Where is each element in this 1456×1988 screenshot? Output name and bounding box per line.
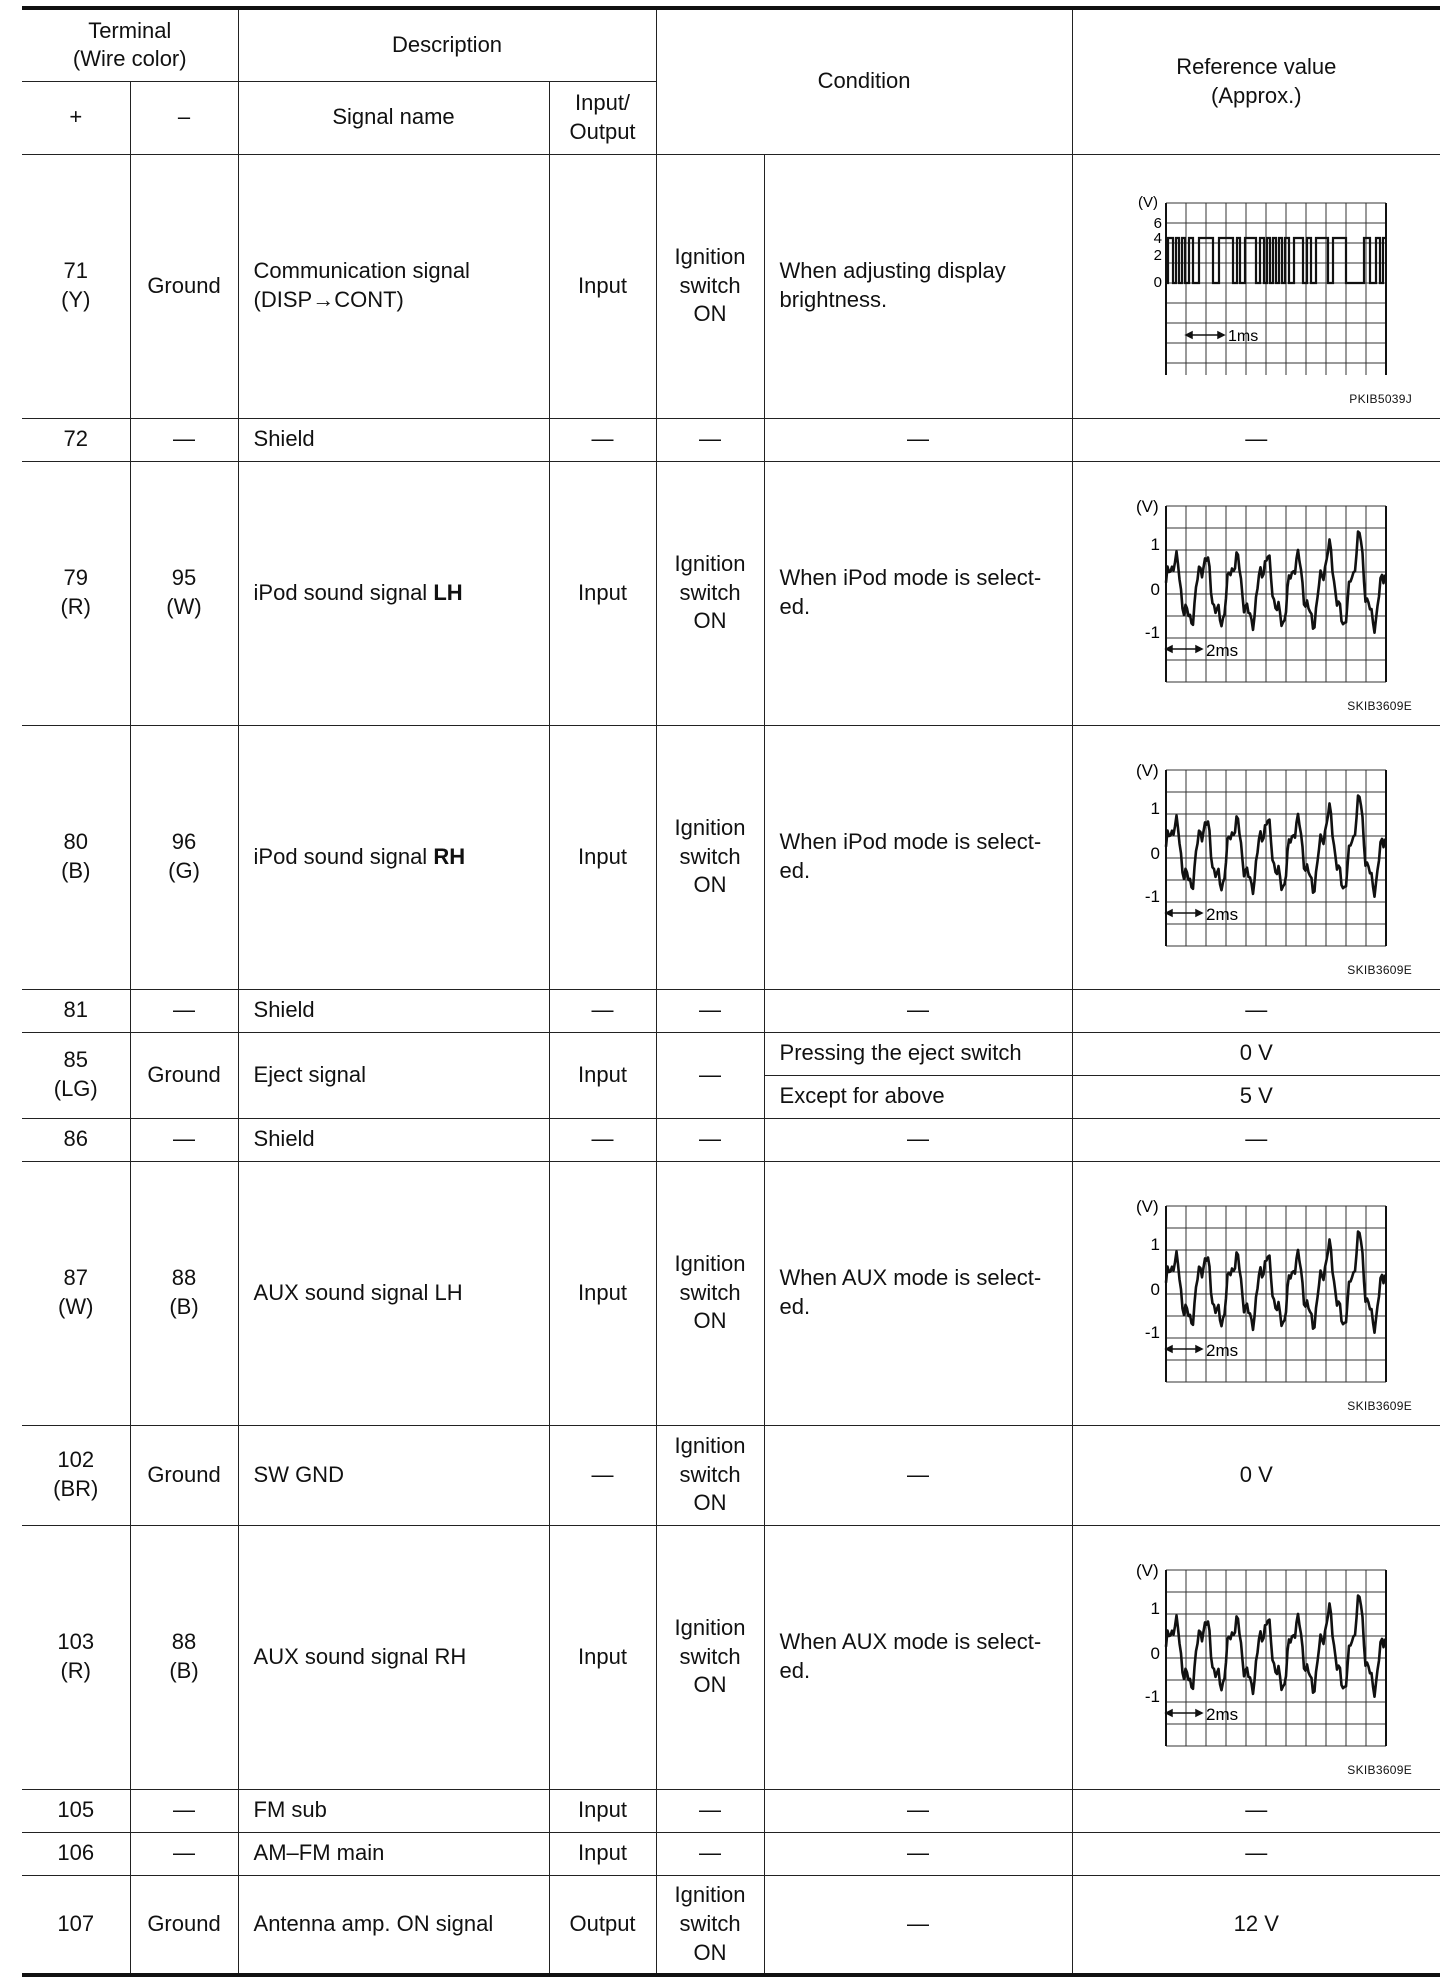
reference-value: 0 V: [1072, 1032, 1440, 1075]
waveform-tick-label: 4: [1153, 230, 1163, 247]
waveform-trace: [1166, 1596, 1385, 1697]
terminal-minus: —: [130, 418, 238, 461]
signal-name: Eject signal: [238, 1032, 549, 1118]
input-output: Output: [549, 1875, 656, 1975]
header-reference-value: Reference value (Approx.): [1072, 8, 1440, 154]
reference-waveform: [1072, 1525, 1440, 1789]
signal-name-text: iPod sound signal: [253, 843, 434, 869]
condition-state: Ignition switch ON: [656, 1525, 764, 1789]
signal-name: [238, 725, 549, 989]
waveform-tick-label: 0: [1150, 1644, 1161, 1663]
signal-name: AM–FM main: [238, 1832, 549, 1875]
waveform-tick-label: 6: [1153, 215, 1163, 232]
signal-name: Shield: [238, 989, 549, 1032]
time-span-arrow: [1166, 1710, 1202, 1716]
condition-state: —: [656, 989, 764, 1032]
terminal-plus: 85 (LG): [22, 1032, 130, 1118]
condition-state: —: [656, 1118, 764, 1161]
table-row: [22, 1032, 1440, 1075]
audio-waveform-figure: [1106, 762, 1406, 952]
signal-name: Antenna amp. ON signal: [238, 1875, 549, 1975]
waveform-time-label: 2ms: [1206, 905, 1239, 924]
condition-state: Ignition switch ON: [656, 1161, 764, 1425]
reference-waveform: [1072, 725, 1440, 989]
condition: —: [764, 989, 1072, 1032]
input-output: Input: [549, 1789, 656, 1832]
header-input-output: Input/ Output: [549, 81, 656, 154]
waveform-unit-label: (V): [1136, 498, 1159, 516]
condition-state: —: [656, 418, 764, 461]
terminal-plus: 103 (R): [22, 1525, 130, 1789]
audio-waveform-figure: [1106, 1562, 1406, 1752]
input-output: Input: [549, 1832, 656, 1875]
waveform-unit-label: (V): [1136, 762, 1159, 780]
signal-name: Communication signal (DISP→CONT): [238, 154, 549, 418]
terminal-plus: 71 (Y): [22, 154, 130, 418]
waveform-tick-label: 0: [1150, 1280, 1161, 1299]
terminal-minus: —: [130, 1789, 238, 1832]
waveform-tick-label: 2: [1153, 247, 1163, 264]
figure-code: PKIB5039J: [1349, 391, 1413, 406]
terminal-plus: 105: [22, 1789, 130, 1832]
condition: —: [764, 1789, 1072, 1832]
reference-value: —: [1072, 1789, 1440, 1832]
input-output: Input: [549, 1032, 656, 1118]
waveform-tick-label: 1: [1150, 1599, 1161, 1618]
waveform-unit-label: (V): [1138, 194, 1159, 211]
signal-name: AUX sound signal RH: [238, 1525, 549, 1789]
condition-state: Ignition switch ON: [656, 725, 764, 989]
reference-waveform: [1072, 1161, 1440, 1425]
time-span-arrow: [1166, 1346, 1202, 1352]
table-row: [22, 1425, 1440, 1525]
waveform-time-label: 2ms: [1206, 1705, 1239, 1724]
waveform-tick-label: -1: [1145, 1323, 1161, 1342]
waveform-unit-label: (V): [1136, 1562, 1159, 1580]
reference-value: —: [1072, 1118, 1440, 1161]
condition: Pressing the eject switch: [764, 1032, 1072, 1075]
waveform-tick-label: -1: [1145, 1687, 1161, 1706]
waveform-trace: [1166, 532, 1385, 633]
terminal-minus: 88 (B): [130, 1161, 238, 1425]
terminal-minus: —: [130, 989, 238, 1032]
time-span-arrow: [1166, 910, 1202, 916]
input-output: Input: [549, 1161, 656, 1425]
input-output: —: [549, 1425, 656, 1525]
table-row: [22, 418, 1440, 461]
table-row: [22, 1525, 1440, 1789]
terminal-plus: 87 (W): [22, 1161, 130, 1425]
signal-name: Shield: [238, 418, 549, 461]
terminal-plus: 106: [22, 1832, 130, 1875]
signal-name: SW GND: [238, 1425, 549, 1525]
table-row: [22, 461, 1440, 725]
reference-value: —: [1072, 418, 1440, 461]
condition: When iPod mode is select- ed.: [764, 725, 1072, 989]
terminal-minus: Ground: [130, 154, 238, 418]
waveform-time-label: 2ms: [1206, 641, 1239, 660]
terminal-plus: 81: [22, 989, 130, 1032]
reference-waveform: [1072, 154, 1440, 418]
terminal-reference-table-sheet: [22, 6, 1440, 1977]
condition-state: —: [656, 1832, 764, 1875]
waveform-tick-label: -1: [1145, 887, 1161, 906]
input-output: —: [549, 418, 656, 461]
condition: —: [764, 1832, 1072, 1875]
input-output: Input: [549, 154, 656, 418]
waveform-tick-label: 1: [1150, 535, 1161, 554]
waveform-trace: [1166, 796, 1385, 897]
condition-state: Ignition switch ON: [656, 461, 764, 725]
terminal-reference-table: [22, 6, 1440, 1977]
audio-waveform-figure: [1106, 498, 1406, 688]
signal-name: [238, 461, 549, 725]
terminal-plus: 80 (B): [22, 725, 130, 989]
figure-code: SKIB3609E: [1347, 698, 1413, 713]
signal-name-side: LH: [433, 579, 463, 605]
terminal-minus: 88 (B): [130, 1525, 238, 1789]
condition-state: Ignition switch ON: [656, 154, 764, 418]
table-row: [22, 989, 1440, 1032]
waveform-unit-label: (V): [1136, 1198, 1159, 1216]
header-minus: –: [130, 81, 238, 154]
condition: When AUX mode is select- ed.: [764, 1525, 1072, 1789]
waveform-tick-label: 1: [1150, 1235, 1161, 1254]
signal-name-text: iPod sound signal: [253, 579, 434, 605]
reference-value: 12 V: [1072, 1875, 1440, 1975]
table-row: [22, 1161, 1440, 1425]
figure-code: SKIB3609E: [1347, 962, 1413, 977]
table-row: [22, 1118, 1440, 1161]
terminal-minus: 95 (W): [130, 461, 238, 725]
terminal-plus: 86: [22, 1118, 130, 1161]
waveform-time-label: 1ms: [1228, 328, 1259, 345]
header-condition: Condition: [656, 8, 1072, 154]
figure-code: SKIB3609E: [1347, 1762, 1413, 1777]
signal-name: AUX sound signal LH: [238, 1161, 549, 1425]
table-row: [22, 1875, 1440, 1975]
table-row: [22, 725, 1440, 989]
time-span-arrow: [1166, 646, 1202, 652]
table-row: [22, 154, 1440, 418]
condition-state: —: [656, 1789, 764, 1832]
condition: —: [764, 418, 1072, 461]
input-output: Input: [549, 1525, 656, 1789]
waveform-time-label: 2ms: [1206, 1341, 1239, 1360]
input-output: Input: [549, 461, 656, 725]
header-signal-name: Signal name: [238, 81, 549, 154]
condition-state: —: [656, 1032, 764, 1118]
waveform-tick-label: 0: [1150, 580, 1161, 599]
signal-name: FM sub: [238, 1789, 549, 1832]
table-row: [22, 1789, 1440, 1832]
condition-state: Ignition switch ON: [656, 1875, 764, 1975]
terminal-plus: 107: [22, 1875, 130, 1975]
waveform-tick-label: 0: [1153, 274, 1163, 291]
terminal-minus: Ground: [130, 1032, 238, 1118]
waveform-tick-label: 1: [1150, 799, 1161, 818]
condition: —: [764, 1875, 1072, 1975]
waveform-tick-label: -1: [1145, 623, 1161, 642]
condition: When iPod mode is select- ed.: [764, 461, 1072, 725]
audio-waveform-figure: [1106, 1198, 1406, 1388]
waveform-trace: [1166, 1232, 1385, 1333]
signal-name-side: RH: [433, 843, 466, 869]
figure-code: SKIB3609E: [1347, 1398, 1413, 1413]
reference-value: 0 V: [1072, 1425, 1440, 1525]
reference-waveform: [1072, 461, 1440, 725]
table-row: [22, 1832, 1440, 1875]
waveform-tick-label: 0: [1150, 844, 1161, 863]
reference-value: —: [1072, 1832, 1440, 1875]
header-description: Description: [238, 8, 656, 81]
reference-value: —: [1072, 989, 1440, 1032]
terminal-minus: Ground: [130, 1425, 238, 1525]
signal-name: Shield: [238, 1118, 549, 1161]
condition: —: [764, 1425, 1072, 1525]
terminal-plus: 72: [22, 418, 130, 461]
condition: When adjusting display brightness.: [764, 154, 1072, 418]
condition: Except for above: [764, 1075, 1072, 1118]
header-terminal: Terminal (Wire color): [22, 8, 238, 81]
input-output: Input: [549, 725, 656, 989]
terminal-minus: —: [130, 1118, 238, 1161]
header-plus: +: [22, 81, 130, 154]
terminal-minus: —: [130, 1832, 238, 1875]
reference-value: 5 V: [1072, 1075, 1440, 1118]
input-output: —: [549, 1118, 656, 1161]
terminal-minus: 96 (G): [130, 725, 238, 989]
terminal-minus: Ground: [130, 1875, 238, 1975]
condition: —: [764, 1118, 1072, 1161]
input-output: —: [549, 989, 656, 1032]
terminal-plus: 79 (R): [22, 461, 130, 725]
square-waveform-figure: [1106, 191, 1406, 381]
terminal-plus: 102 (BR): [22, 1425, 130, 1525]
condition: When AUX mode is select- ed.: [764, 1161, 1072, 1425]
condition-state: Ignition switch ON: [656, 1425, 764, 1525]
